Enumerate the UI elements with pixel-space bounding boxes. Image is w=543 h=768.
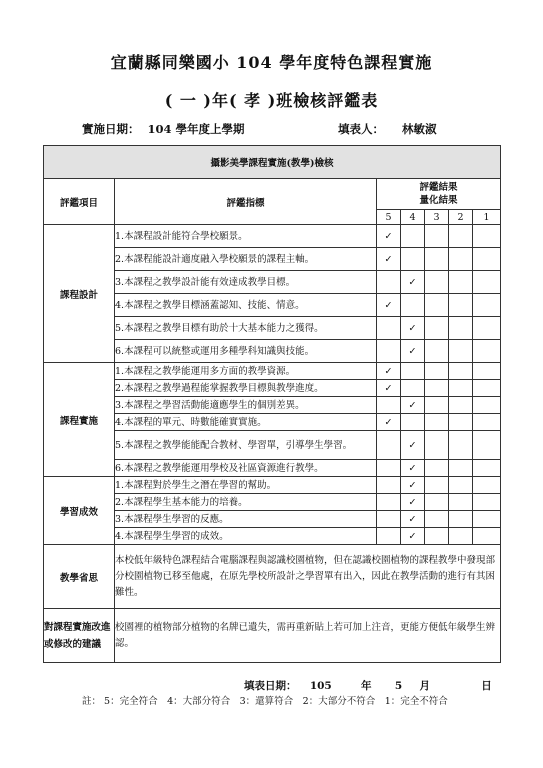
check-mark-icon: ✓ <box>384 365 393 377</box>
indicator-text: 1.本課程設計能符合學校願景。 <box>115 225 377 248</box>
form-filler-name: 林敏淑 <box>402 122 437 136</box>
score-cell-1 <box>473 225 501 248</box>
score-cell-4 <box>401 294 425 317</box>
score-cell-2 <box>449 225 473 248</box>
score-cell-3 <box>425 414 449 431</box>
score-cell-1 <box>473 460 501 477</box>
check-mark-icon: ✓ <box>384 382 393 394</box>
score-cell-5 <box>377 397 401 414</box>
score-cell-4 <box>401 431 425 460</box>
score-cell-5 <box>377 271 401 294</box>
table-row <box>44 477 501 494</box>
column-header-result-title: 評鑑結果 <box>419 182 458 193</box>
check-mark-icon: ✓ <box>408 439 417 451</box>
score-cell-4 <box>401 317 425 340</box>
table-row <box>44 225 501 248</box>
reflection-text: 本校低年級特色課程結合電腦課程與認識校園植物，但在認識校園植物的課程教學中發現部分校園植物已移至他處，在原先學校所設計之學習單有出入，因此在教學活動的進行有其困難性。 <box>115 545 501 609</box>
score-cell-5 <box>377 380 401 397</box>
score-cell-4 <box>401 460 425 477</box>
score-cell-2 <box>449 477 473 494</box>
score-cell-4 <box>401 380 425 397</box>
implementation-date-value: 104 學年度上學期 <box>147 122 245 136</box>
score-cell-1 <box>473 528 501 545</box>
fill-date-year-unit: 年 <box>361 680 372 692</box>
indicator-text: 1.本課程之教學能運用多方面的教學資源。 <box>115 363 377 380</box>
implementation-date <box>82 121 245 137</box>
score-cell-4 <box>401 528 425 545</box>
indicator-text: 2.本課程能設計適度融入學校願景的課程主軸。 <box>115 248 377 271</box>
suggestion-text: 校園裡的植物部分植物的名牌已遺失，需再重新貼上若可加上注音，更能方便低年級學生辨認。 <box>115 609 501 663</box>
section-title: 攝影美學課程實施(教學)檢核 <box>44 146 501 179</box>
score-cell-3 <box>425 397 449 414</box>
score-cell-2 <box>449 431 473 460</box>
column-header-result <box>377 179 501 210</box>
indicator-text: 5.本課程之教學目標有助於十大基本能力之獲得。 <box>115 317 377 340</box>
score-cell-4 <box>401 511 425 528</box>
scale-1: 1 <box>473 210 501 225</box>
score-cell-2 <box>449 460 473 477</box>
score-cell-1 <box>473 363 501 380</box>
score-cell-5 <box>377 431 401 460</box>
check-mark-icon: ✓ <box>408 530 417 542</box>
check-mark-icon: ✓ <box>384 299 393 311</box>
fill-date-month: 5 <box>394 680 403 692</box>
check-mark-icon: ✓ <box>384 253 393 265</box>
score-cell-2 <box>449 414 473 431</box>
score-cell-1 <box>473 414 501 431</box>
score-cell-3 <box>425 225 449 248</box>
check-mark-icon: ✓ <box>408 479 417 491</box>
check-mark-icon: ✓ <box>408 496 417 508</box>
score-cell-5 <box>377 477 401 494</box>
score-cell-3 <box>425 494 449 511</box>
scale-2: 2 <box>449 210 473 225</box>
score-cell-3 <box>425 271 449 294</box>
reflection-label: 教學省思 <box>44 545 115 609</box>
score-cell-2 <box>449 380 473 397</box>
score-cell-5 <box>377 494 401 511</box>
score-cell-4 <box>401 414 425 431</box>
score-cell-3 <box>425 528 449 545</box>
score-cell-4 <box>401 340 425 363</box>
document-title: 宜蘭縣同樂國小 104 學年度特色課程實施 <box>110 53 433 72</box>
score-cell-1 <box>473 397 501 414</box>
score-cell-5 <box>377 225 401 248</box>
score-cell-1 <box>473 271 501 294</box>
score-cell-2 <box>449 340 473 363</box>
indicator-text: 6.本課程可以統整或運用多種學科知識與技能。 <box>115 340 377 363</box>
score-cell-4 <box>401 477 425 494</box>
score-cell-5 <box>377 460 401 477</box>
check-mark-icon: ✓ <box>384 230 393 242</box>
fill-date-day-unit: 日 <box>481 680 492 692</box>
score-cell-2 <box>449 248 473 271</box>
indicator-text: 3.本課程之教學設計能有效達成教學目標。 <box>115 271 377 294</box>
form-filler-label: 填表人： <box>338 122 384 136</box>
score-cell-3 <box>425 511 449 528</box>
score-cell-5 <box>377 414 401 431</box>
score-cell-3 <box>425 248 449 271</box>
score-cell-1 <box>473 248 501 271</box>
score-cell-4 <box>401 225 425 248</box>
suggestion-label: 對課程實施改進或修改的建議 <box>44 609 115 663</box>
score-cell-2 <box>449 397 473 414</box>
indicator-text: 2.本課程學生基本能力的培養。 <box>115 494 377 511</box>
score-cell-3 <box>425 317 449 340</box>
score-cell-2 <box>449 271 473 294</box>
score-cell-1 <box>473 431 501 460</box>
score-cell-3 <box>425 431 449 460</box>
indicator-text: 2.本課程之教學過程能掌握教學目標與教學進度。 <box>115 380 377 397</box>
indicator-text: 3.本課程學生學習的反應。 <box>115 511 377 528</box>
check-mark-icon: ✓ <box>384 416 393 428</box>
score-cell-1 <box>473 494 501 511</box>
score-cell-5 <box>377 511 401 528</box>
column-header-row <box>44 179 501 210</box>
check-mark-icon: ✓ <box>408 399 417 411</box>
document-subtitle: ( 一 )年( 孝 )班檢核評鑑表 <box>164 91 379 110</box>
indicator-text: 5.本課程之教學能能配合教材、學習單，引導學生學習。 <box>115 431 377 460</box>
category-design: 課程設計 <box>44 225 115 363</box>
scale-note: 註： 5：完全符合 4：大部分符合 3：還算符合 2：大部分不符合 1：完全不符合 <box>82 696 448 707</box>
score-cell-2 <box>449 317 473 340</box>
evaluation-table-body <box>44 146 501 663</box>
reflection-row <box>44 545 501 609</box>
score-cell-3 <box>425 340 449 363</box>
score-cell-5 <box>377 248 401 271</box>
score-cell-4 <box>401 248 425 271</box>
form-filler <box>338 121 437 137</box>
score-cell-1 <box>473 294 501 317</box>
column-header-indicator: 評鑑指標 <box>115 179 377 225</box>
fill-date-label: 填表日期： <box>244 680 297 692</box>
indicator-text: 1.本課程對於學生之潛在學習的幫助。 <box>115 477 377 494</box>
score-cell-3 <box>425 294 449 317</box>
score-cell-5 <box>377 340 401 363</box>
score-cell-4 <box>401 363 425 380</box>
indicator-text: 4.本課程學生學習的成效。 <box>115 528 377 545</box>
score-cell-2 <box>449 511 473 528</box>
score-cell-3 <box>425 380 449 397</box>
category-implementation: 課程實施 <box>44 363 115 477</box>
score-cell-4 <box>401 494 425 511</box>
score-cell-3 <box>425 477 449 494</box>
implementation-date-label: 實施日期： <box>82 122 140 136</box>
score-cell-1 <box>473 317 501 340</box>
score-cell-5 <box>377 528 401 545</box>
section-header-row <box>44 146 501 179</box>
score-cell-5 <box>377 317 401 340</box>
score-cell-1 <box>473 477 501 494</box>
fill-date-year: 105 <box>309 680 332 692</box>
check-mark-icon: ✓ <box>408 276 417 288</box>
category-outcome: 學習成效 <box>44 477 115 545</box>
fill-date <box>244 678 492 693</box>
scale-5: 5 <box>377 210 401 225</box>
score-cell-1 <box>473 340 501 363</box>
score-cell-1 <box>473 511 501 528</box>
indicator-text: 6.本課程之教學能運用學校及社區資源進行教學。 <box>115 460 377 477</box>
scale-3: 3 <box>425 210 449 225</box>
check-mark-icon: ✓ <box>408 462 417 474</box>
score-cell-2 <box>449 494 473 511</box>
column-header-result-subtitle: 量化結果 <box>419 195 458 206</box>
evaluation-table <box>43 145 501 663</box>
score-cell-2 <box>449 294 473 317</box>
indicator-text: 4.本課程之教學目標涵蓋認知、技能、情意。 <box>115 294 377 317</box>
score-cell-1 <box>473 380 501 397</box>
score-cell-2 <box>449 363 473 380</box>
check-mark-icon: ✓ <box>408 345 417 357</box>
indicator-text: 3.本課程之學習活動能適應學生的個別差異。 <box>115 397 377 414</box>
score-cell-2 <box>449 528 473 545</box>
suggestion-row <box>44 609 501 663</box>
score-cell-4 <box>401 397 425 414</box>
score-cell-4 <box>401 271 425 294</box>
fill-date-month-unit: 月 <box>419 680 430 692</box>
scale-4: 4 <box>401 210 425 225</box>
indicator-text: 4.本課程的單元、時數能確實實施。 <box>115 414 377 431</box>
score-cell-5 <box>377 363 401 380</box>
score-cell-3 <box>425 460 449 477</box>
check-mark-icon: ✓ <box>408 513 417 525</box>
score-cell-3 <box>425 363 449 380</box>
column-header-item: 評鑑項目 <box>44 179 115 225</box>
table-row <box>44 363 501 380</box>
check-mark-icon: ✓ <box>408 322 417 334</box>
score-cell-5 <box>377 294 401 317</box>
